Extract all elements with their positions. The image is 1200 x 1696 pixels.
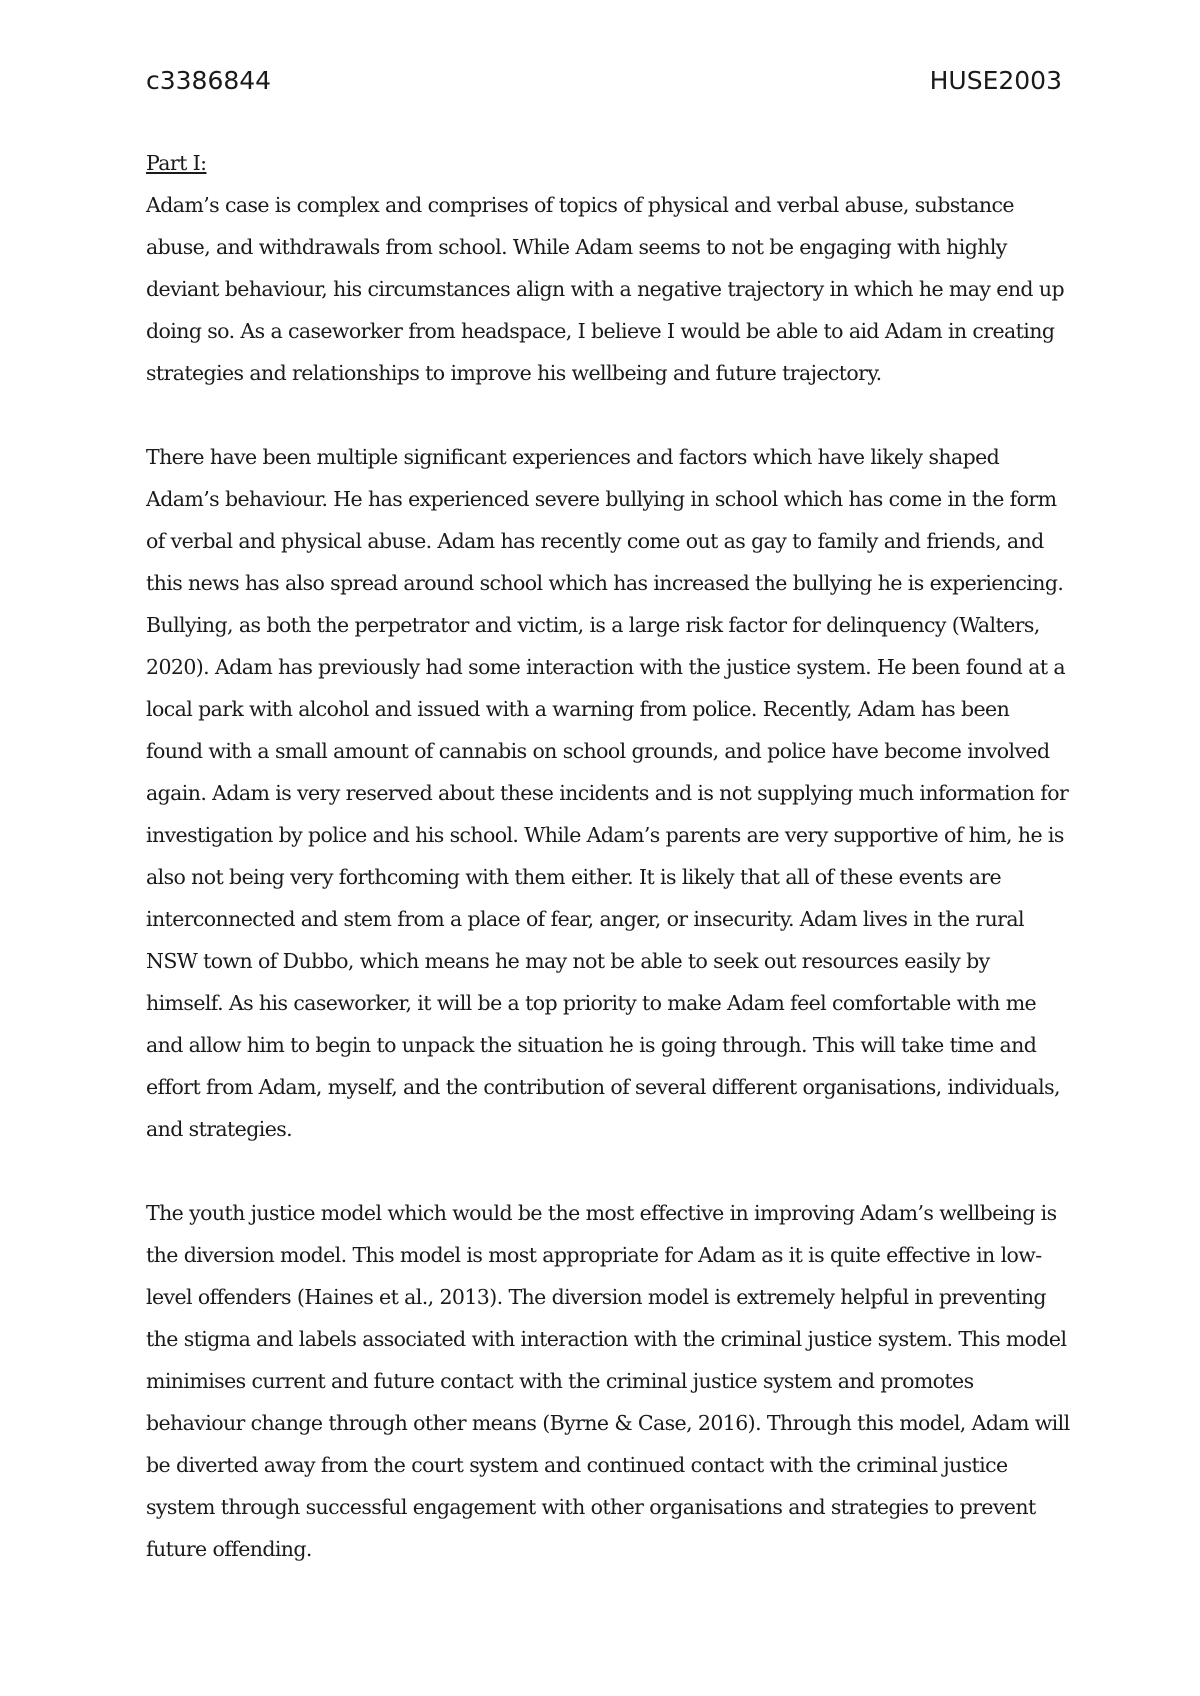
student-id: c3386844 [146, 66, 272, 95]
paragraph-introduction: Adam’s case is complex and comprises of topics of physical and verbal abuse, substance abuse, and withdrawals from school. While Adam seems to not be engaging with highly deviant behaviour, his circumstances align with a negative trajectory in which he may end up doing so. As a caseworker from headspace, I believe I would be able to aid Adam in creating strategies and relationships to improve his wellbeing and future trajectory. [146, 193, 1064, 385]
paragraph-diversion-model: The youth justice model which would be the most effective in improving Adam’s wellbeing is the diversion model. This model is most appropriate for Adam as it is quite effective in low-level offenders (Haines et al., 2013). The diversion model is extremely helpful in preventing the stigma and labels associated with interaction with the criminal justice system. This model minimises current and future contact with the criminal justice system and promotes behaviour change through other means (Byrne & Case, 2016). Through this model, Adam will be diverted away from the court system and continued contact with the criminal justice system through successful engagement with other organisations and strategies to prevent future offending. [146, 1201, 1070, 1561]
course-code: HUSE2003 [929, 66, 1062, 95]
paragraph-background: There have been multiple significant experiences and factors which have likely shaped Adam’s behaviour. He has experienced severe bullying in school which has come in the form of verbal and physical abuse. Adam has recently come out as gay to family and friends, and this news has also spread around school which has increased the bullying he is experiencing. Bullying, as both the perpetrator and victim, is a large risk factor for delinquency (Walters, 2020). Adam has previously had some interaction with the justice system. He been found at a local park with alcohol and issued with a warning from police. Recently, Adam has been found with a small amount of cannabis on school grounds, and police have become involved again. Adam is very reserved about these incidents and is not supplying much information for investigation by police and his school. While Adam’s parents are very supportive of him, he is also not being very forthcoming with them either. It is likely that all of these events are interconnected and stem from a place of fear, anger, or insecurity. Adam lives in the rural NSW town of Dubbo, which means he may not be able to seek out resources easily by himself. As his caseworker, it will be a top priority to make Adam feel comfortable with me and allow him to begin to unpack the situation he is going through. This will take time and effort from Adam, myself, and the contribution of several different organisations, individuals, and strategies. [146, 445, 1069, 1141]
section-heading: Part I: [146, 151, 207, 175]
page-header [146, 66, 1062, 106]
document-body [146, 142, 1070, 1612]
